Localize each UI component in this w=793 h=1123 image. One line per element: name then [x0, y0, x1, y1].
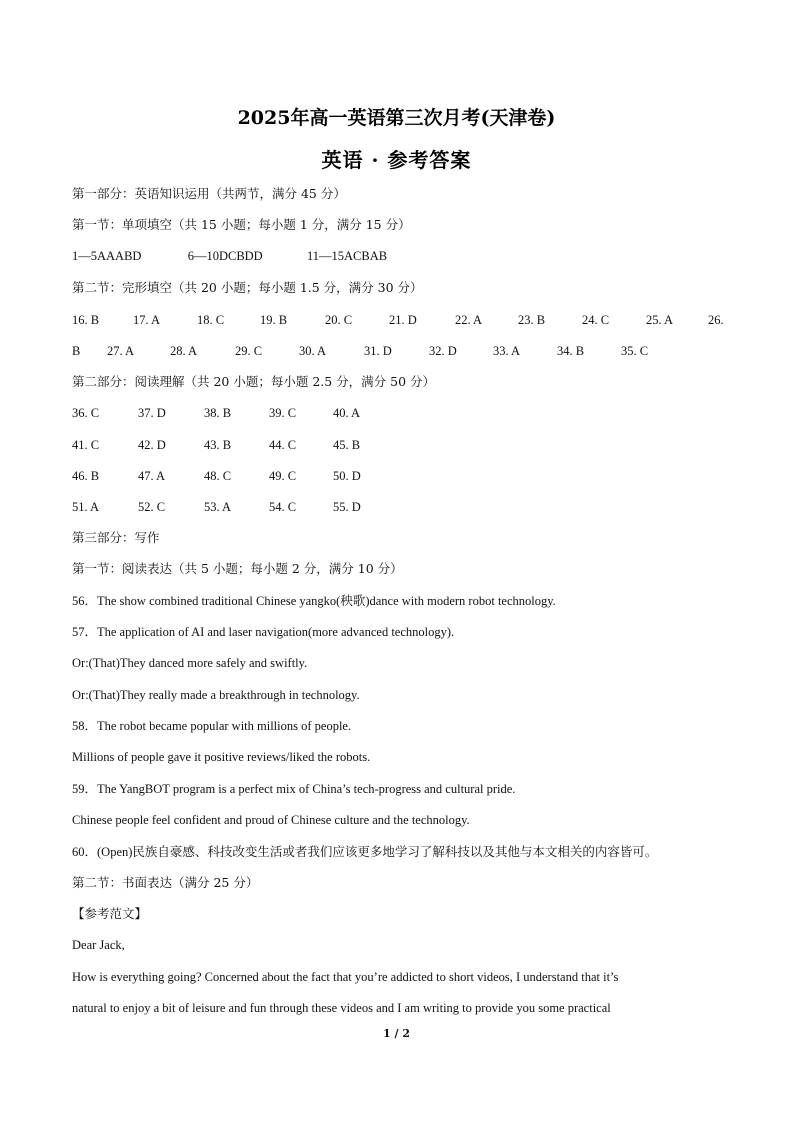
- answer-item: 34. B: [557, 344, 585, 358]
- sec2-answers-row-2: [72, 342, 648, 360]
- answer-item: 16. B: [72, 313, 100, 327]
- answer-line: Or:(That)They really made a breakthrough in technology.: [72, 688, 360, 702]
- sec1-answer-group: 6—10DCBDD: [187, 249, 263, 263]
- answer-item: 39. C: [269, 406, 297, 420]
- answer-item: 46. B: [72, 469, 100, 483]
- part1-sec1-heading: 第一节：单项填空（共 15 小题；每小题 1 分，满分 15 分）: [72, 217, 411, 232]
- letter-line: natural to enjoy a bit of leisure and fun through these videos and I am writing to provide you some practical: [72, 1001, 611, 1015]
- part2-answers-row-3: [72, 467, 361, 485]
- part2-answers-row-4: [72, 498, 361, 516]
- part1-sec2-heading: 第二节：完形填空（共 20 小题；每小题 1.5 分，满分 30 分）: [72, 280, 423, 295]
- answer-item: 42. D: [138, 438, 166, 452]
- answer-item: 53. A: [204, 500, 232, 514]
- part2-answers-row-1: [72, 404, 360, 422]
- answer-item: 51. A: [72, 500, 100, 514]
- answer-item: 29. C: [235, 344, 263, 358]
- sec1-answer-group: 11—15ACBAB: [306, 249, 388, 263]
- sec2-answers-row-1: [72, 311, 724, 329]
- answer-line: Or:(That)They danced more safely and swiftly.: [72, 656, 308, 670]
- answer-item: 19. B: [260, 313, 288, 327]
- answer-line: Chinese people feel confident and proud of Chinese culture and the technology.: [72, 813, 470, 827]
- answer-item: 52. C: [138, 500, 166, 514]
- sample-essay-label: 【参考范文】: [72, 906, 148, 921]
- answer-item: 43. B: [204, 438, 232, 452]
- part2-answers-row-2: [72, 436, 360, 454]
- answer-line: 56．The show combined traditional Chinese yangko(秧歌)dance with modern robot technology.: [72, 594, 556, 608]
- page-number: 1 / 2: [383, 1027, 410, 1040]
- letter-line: Dear Jack,: [72, 938, 125, 952]
- answer-line: 59．The YangBOT program is a perfect mix of China’s tech-progress and cultural pride.: [72, 782, 516, 796]
- part3-heading: 第三部分：写作: [72, 530, 160, 545]
- answer-item: 31. D: [364, 344, 392, 358]
- page-title: 2025年高一英语第三次月考(天津卷): [237, 107, 556, 129]
- part2-heading: 第二部分：阅读理解（共 20 小题；每小题 2.5 分，满分 50 分）: [72, 374, 436, 389]
- answer-item: 49. C: [269, 469, 297, 483]
- page-subtitle: 英语 · 参考答案: [321, 148, 472, 172]
- answer-item: 17. A: [133, 313, 161, 327]
- answer-item: 55. D: [333, 500, 361, 514]
- answer-item: 38. B: [204, 406, 232, 420]
- answer-item: 26.: [708, 313, 724, 327]
- answer-item: 23. B: [518, 313, 546, 327]
- answer-item: 50. D: [333, 469, 361, 483]
- answer-line: Millions of people gave it positive reviews/liked the robots.: [72, 750, 371, 764]
- answer-item: 36. C: [72, 406, 100, 420]
- sec1-answer-group: 1—5AAABD: [72, 249, 142, 263]
- answer-line: 57．The application of AI and laser navigation(more advanced technology).: [72, 625, 455, 639]
- part3-sec1-heading: 第一节：阅读表达（共 5 小题；每小题 2 分，满分 10 分）: [72, 561, 403, 576]
- answer-item: 48. C: [204, 469, 232, 483]
- answer-item: 30. A: [299, 344, 327, 358]
- answer-item: 32. D: [429, 344, 457, 358]
- answer-item: 22. A: [455, 313, 483, 327]
- answer-item: 24. C: [582, 313, 610, 327]
- answer-item: 47. A: [138, 469, 166, 483]
- sec1-answers: [72, 247, 387, 265]
- answer-line: 58．The robot became popular with millions of people.: [72, 719, 352, 733]
- answer-item: 45. B: [333, 438, 361, 452]
- answer-item: 25. A: [646, 313, 674, 327]
- answer-item: 37. D: [138, 406, 166, 420]
- answer-item: 28. A: [170, 344, 198, 358]
- answer-item: 54. C: [269, 500, 297, 514]
- answer-item: 33. A: [493, 344, 521, 358]
- part1-heading: 第一部分：英语知识运用（共两节，满分 45 分）: [72, 186, 346, 201]
- letter-line: How is everything going? Concerned about the fact that you’re addicted to short videos, I understand that it’s: [72, 970, 619, 984]
- part3-sec2-heading: 第二节：书面表达（满分 25 分）: [72, 875, 259, 890]
- answer-item: B: [72, 344, 81, 358]
- answer-line: 60．(Open)民族自豪感、科技改变生活或者我们应该更多地学习了解科技以及其他与本文相关的内容皆可。: [72, 845, 658, 859]
- answer-item: 18. C: [197, 313, 225, 327]
- answer-item: 27. A: [107, 344, 135, 358]
- answer-item: 35. C: [621, 344, 649, 358]
- answer-item: 40. A: [333, 406, 361, 420]
- answer-item: 20. C: [325, 313, 353, 327]
- answer-item: 44. C: [269, 438, 297, 452]
- answer-item: 21. D: [389, 313, 417, 327]
- answer-item: 41. C: [72, 438, 100, 452]
